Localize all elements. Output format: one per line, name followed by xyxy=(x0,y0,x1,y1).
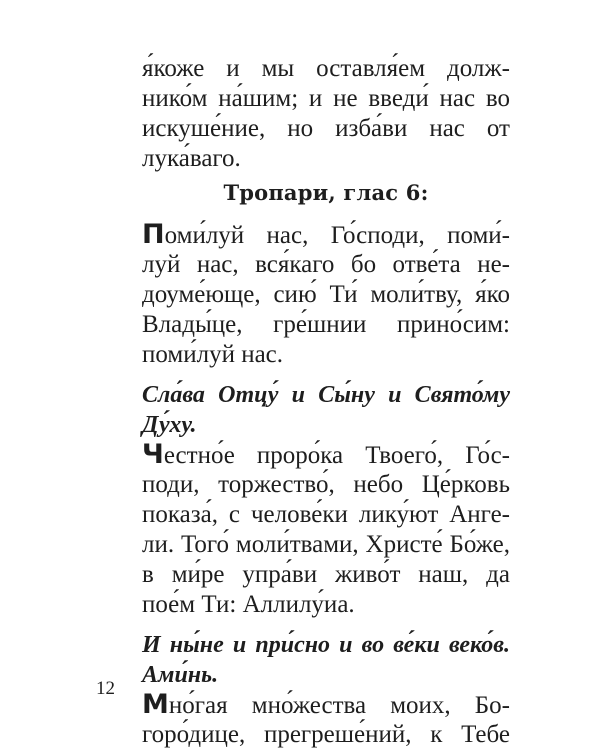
text-line: доуме́юще, сию́ Ти́ моли́тву, я́ко xyxy=(142,281,510,308)
line-text: естно́е проро́ка Твоего́, Го́с- xyxy=(163,442,510,469)
text-line xyxy=(142,690,510,720)
text-line: искуше́ние, но изба́ви нас от xyxy=(142,115,510,142)
text-line: нико́м на́шим; и не введи́ нас во xyxy=(142,85,510,112)
text-line: Влады́це, гре́шнии прино́сим: xyxy=(142,311,510,338)
text-line: горо́дице, прегреше́ний, к Тебе xyxy=(142,721,510,748)
rubric-line: Ами́нь. xyxy=(142,662,219,688)
line-text: но́гая мно́жества моих, Бо- xyxy=(168,692,510,719)
rubric-line: Ду́ху. xyxy=(142,412,197,438)
initial-letter: М xyxy=(142,689,169,720)
text-line: показа́, с челове́ки лику́ют Анге- xyxy=(142,501,510,528)
rubric-line: Сла́ва Отцу́ и Сы́ну и Свято́му xyxy=(142,382,510,408)
rubric-line: И ны́не и при́сно и во ве́ки веко́в. xyxy=(142,632,510,658)
text-line: в ми́ре упра́ви живо́т наш, да xyxy=(142,561,510,588)
spacer xyxy=(142,370,510,380)
text-line: поми́луй нас. xyxy=(142,341,284,368)
text-line: луй нас, вся́каго бо отве́та не- xyxy=(142,251,510,278)
text-line: ли. Того́ моли́твами, Христе́ Бо́же, xyxy=(142,531,510,558)
text-line xyxy=(142,220,510,250)
page-number: 12 xyxy=(96,678,115,699)
initial-letter: Ч xyxy=(142,439,164,470)
prayer-text-block xyxy=(142,54,510,750)
spacer xyxy=(142,620,510,630)
line-text: оми́луй нас, Го́споди, поми́- xyxy=(164,222,510,249)
text-line: лука́ваго. xyxy=(142,145,241,172)
section-heading: Тропари, глас 6: xyxy=(223,180,429,205)
initial-letter: П xyxy=(142,219,165,250)
text-line: пое́м Ти: Аллилу́иа. xyxy=(142,591,355,618)
text-line xyxy=(142,440,510,470)
text-line: поди, торжество́, небо Це́рковь xyxy=(142,471,510,498)
text-line: я́коже и мы оставля́ем долж- xyxy=(142,55,510,82)
